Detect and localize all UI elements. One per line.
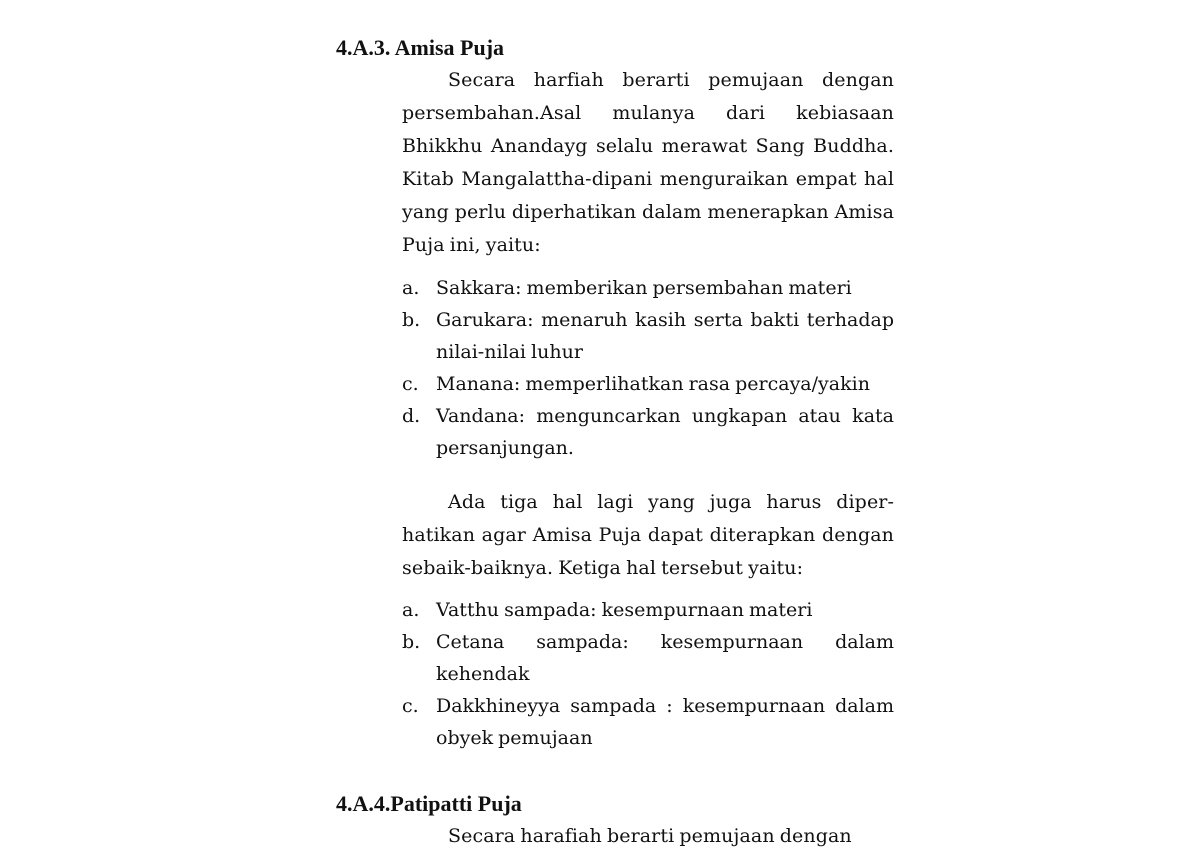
list-item-text: Cetana sampada: kesempurnaan dalam kehendak [436,631,894,685]
paragraph-three-more-things [402,486,894,585]
list-item-text: Garukara: menaruh kasih serta bakti terhadap nilai-nilai luhur [436,309,894,363]
paragraph-text: Secara harfiah berarti pemujaan dengan persembahan.Asal mulanya dari kebiasaan Bhikkhu Anandayg selalu merawat Sang Buddha. Kitab Mangalattha-dipani menguraikan empat hal yang perlu diperhatikan dalam menerapkan Amisa Puja ini, yaitu: [402,69,894,256]
paragraph-amisa-puja-intro [402,64,894,262]
list-marker: b. [402,631,421,653]
list-marker: c. [402,373,419,395]
list-item [402,304,894,368]
list-item-text: Vatthu sampada: kesempurnaan materi [436,599,813,621]
list-item [402,272,894,304]
list-item-text: Vandana: menguncarkan ungkapan atau kata persanjungan. [436,405,894,459]
list-three-perfections [402,594,894,754]
list-item-text: Dakkhineyya sampada : kesempurnaan dalam obyek pemujaan [436,695,894,749]
paragraph-patipatti-puja-intro [402,820,894,853]
section-heading-patipatti-puja: 4.A.4.Patipatti Puja [336,791,522,816]
list-marker: a. [402,599,420,621]
paragraph-text: Ada tiga hal lagi yang juga harus diper-hatikan agar Amisa Puja dapat diterapkan dengan sebaik-baiknya. Ketiga hal tersebut yaitu: [402,491,894,579]
list-item-text: Sakkara: memberikan persembahan materi [436,277,852,299]
list-item-text: Manana: memperlihatkan rasa percaya/yakin [436,373,870,395]
list-marker: d. [402,405,421,427]
list-four-aspects [402,272,894,464]
list-item [402,626,894,690]
list-item [402,400,894,464]
list-marker: c. [402,695,419,717]
list-item [402,690,894,754]
list-marker: a. [402,277,420,299]
list-item [402,368,894,400]
section-heading-amisa-puja: 4.A.3. Amisa Puja [336,35,505,60]
list-item [402,594,894,626]
list-marker: b. [402,309,421,331]
paragraph-text: Secara harafiah berarti pemujaan dengan [448,825,852,847]
